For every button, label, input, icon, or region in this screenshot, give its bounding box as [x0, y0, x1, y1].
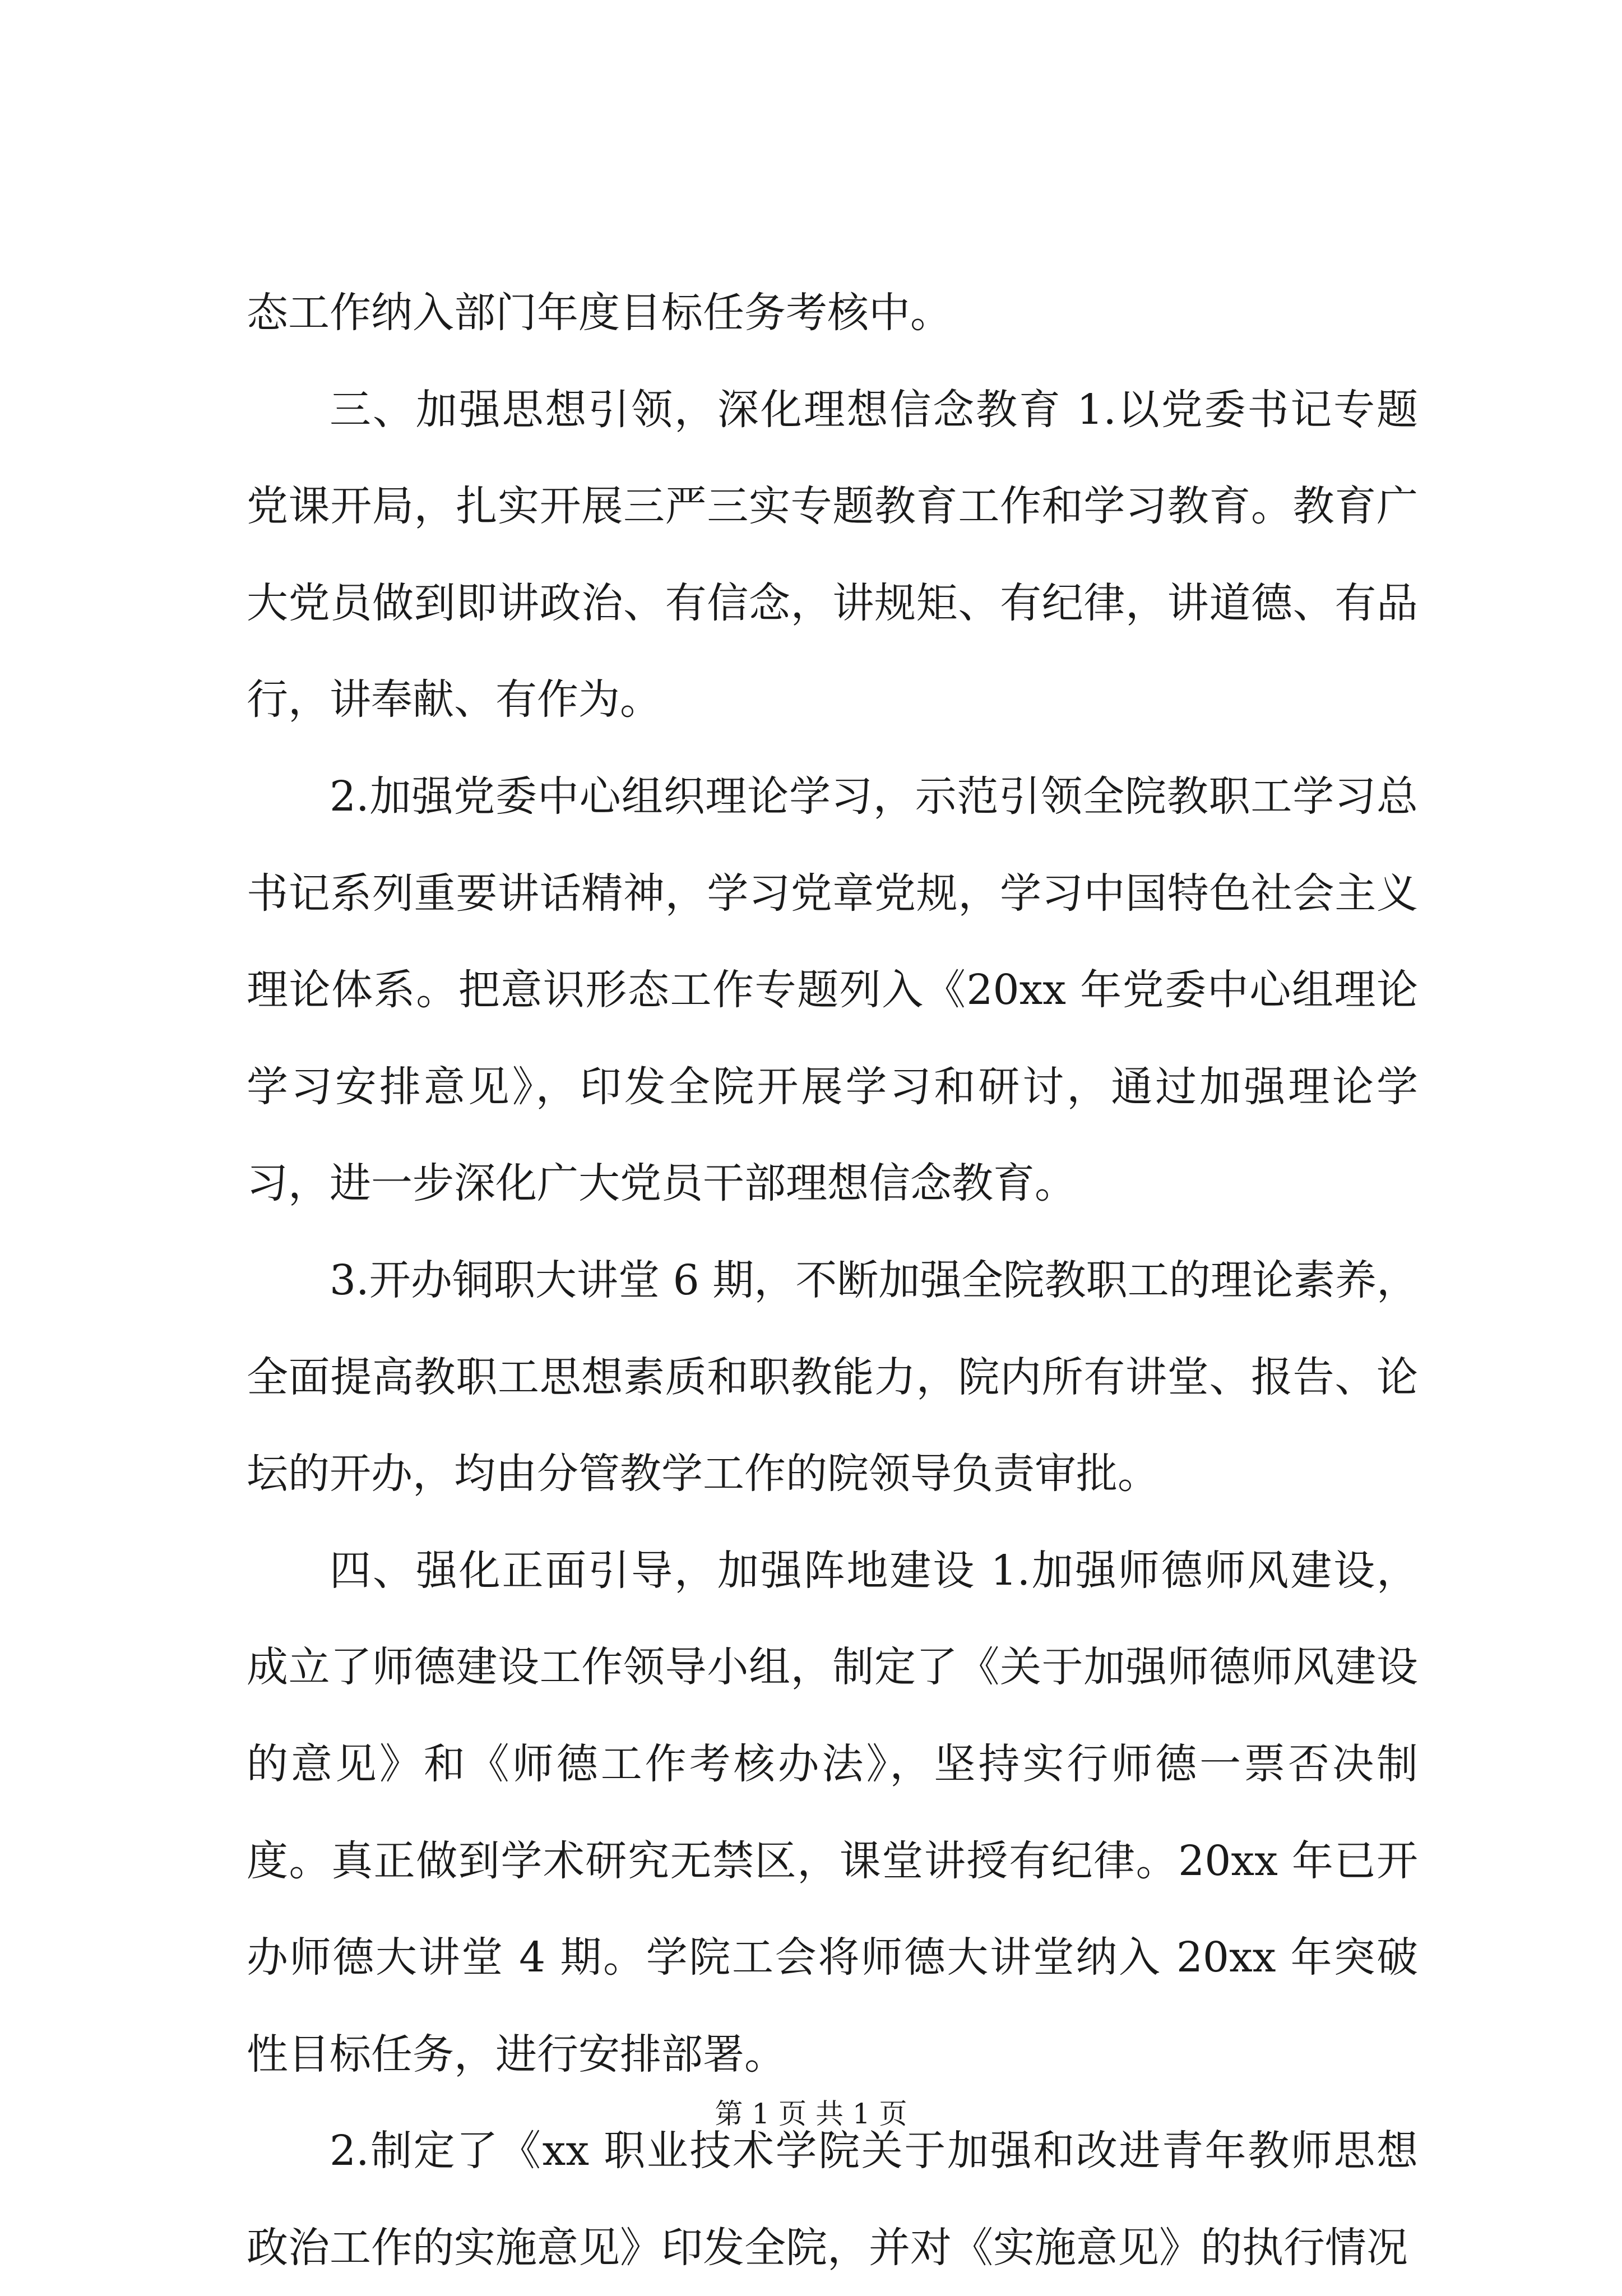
document-body	[247, 265, 1418, 2296]
paragraph-section-four: 四、强化正面引导，加强阵地建设 1.加强师德师风建设，成立了师德建设工作领导小组，制定了《关于加强师德师风建设的意见》和《师德工作考核办法》，坚持实行师德一票否决制度。真正做到学术研究无禁区，课堂讲授有纪律。20xx 年已开办师德大讲堂 4 期。学院工会将师德大讲堂纳入 20xx 年突破性目标任务，进行安排部署。	[247, 1546, 1418, 2079]
paragraph-lecture-hall: 3.开办铜职大讲堂 6 期，不断加强全院教职工的理论素养，全面提高教职工思想素质和职教能力，院内所有讲堂、报告、论坛的开办，均由分管教学工作的院领导负责审批。	[247, 1256, 1418, 1498]
page-footer: 第 1 页 共 1 页	[715, 2098, 907, 2130]
paragraph-young-teachers: 2.制定了《xx 职业技术学院关于加强和改进青年教师思想政治工作的实施意见》印发全院，并对《实施意见》的执行情况	[247, 2127, 1418, 2272]
paragraph-section-three: 三、加强思想引领，深化理想信念教育 1.以党委书记专题党课开局，扎实开展三严三实专题教育工作和学习教育。教育广大党员做到即讲政治、有信念，讲规矩、有纪律，讲道德、有品行，讲奉献、有作为。	[247, 385, 1418, 724]
paragraph-theory-study: 2.加强党委中心组织理论学习，示范引领全院教职工学习总书记系列重要讲话精神，学习党章党规，学习中国特色社会主义理论体系。把意识形态工作专题列入《20xx 年党委中心组理论学习安排意见》，印发全院开展学习和研讨，通过加强理论学习，进一步深化广大党员干部理想信念教育。	[247, 772, 1418, 1208]
paragraph-continuation: 态工作纳入部门年度目标任务考核中。	[247, 289, 952, 337]
